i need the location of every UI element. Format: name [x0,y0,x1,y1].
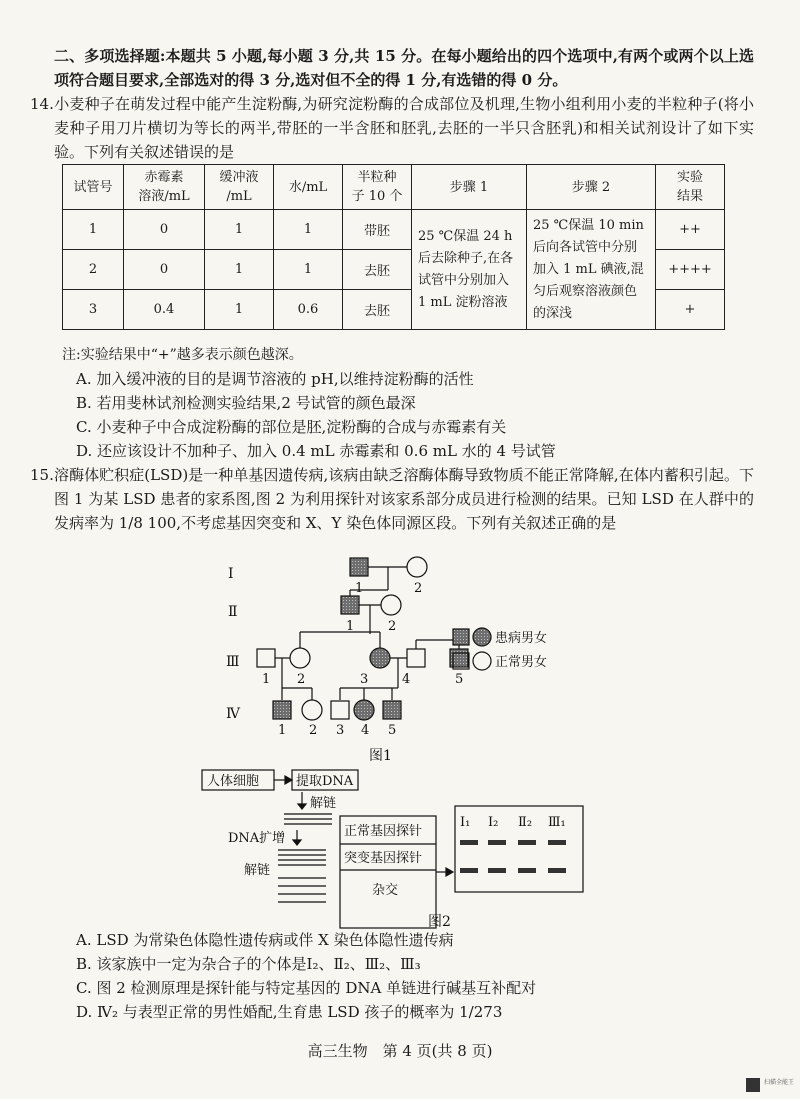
q14-option-c: C. 小麦种子中合成淀粉酶的部位是胚,淀粉酶的合成与赤霉素有关 [76,418,507,436]
cell-water: 0.6 [274,290,343,330]
svg-text:1: 1 [262,672,271,687]
q14-option-a: A. 加入缓冲液的目的是调节溶液的 pH,以维持淀粉酶的活性 [76,370,474,388]
probe-figure [192,768,592,930]
q15-option-b: B. 该家族中一定为杂合子的个体是Ⅰ₂、Ⅱ₂、Ⅲ₂、Ⅲ₃ [76,955,421,973]
question-15-stem [30,463,754,535]
cell-water: 1 [274,210,343,250]
label-extract: 提取DNA [296,774,354,789]
scanner-watermark: 扫描全能王 [764,1079,795,1086]
q14-option-d: D. 还应该设计不加种子、加入 0.4 mL 赤霉素和 0.6 mL 水的 4 号试管 [76,442,556,460]
header-result: 实验 结果 [656,165,725,210]
svg-text:1: 1 [346,619,355,634]
svg-text:5: 5 [388,723,397,738]
label-unwind-2: 解链 [244,863,271,878]
svg-text:3: 3 [360,672,369,687]
qr-code-icon [746,1078,760,1092]
individual-IV1 [273,701,291,719]
svg-text:2: 2 [297,672,306,687]
individual-IV2 [302,700,322,720]
cell-tube: 2 [63,250,124,290]
gen-label: Ⅲ [226,654,240,670]
header-step2: 步骤 2 [527,165,656,210]
label-hybrid: 杂交 [372,883,399,898]
q15-option-c: C. 图 2 检测原理是探针能与特定基因的 DNA 单链进行碱基互补配对 [76,979,537,997]
question-15-number: 15. [30,466,54,484]
header-buffer: 缓冲液 /mL [205,165,274,210]
svg-text:2: 2 [388,619,397,634]
gen-label: Ⅱ [228,604,238,620]
figure-2-caption: 图2 [428,914,451,930]
svg-text:4: 4 [402,672,411,687]
cell-tube: 3 [63,290,124,330]
page-footer: 高三生物 第 4 页(共 8 页) [307,1042,493,1060]
cell-seed: 去胚 [343,250,412,290]
lane-label: Ⅰ₁ [460,815,471,830]
label-cells: 人体细胞 [207,774,260,789]
cell-tube: 1 [63,210,124,250]
header-tube: 试管号 [63,165,124,210]
gen-label: Ⅰ [228,566,234,582]
cell-ga: 0 [124,250,205,290]
svg-text:1: 1 [278,723,287,738]
question-15-text: 溶酶体贮积症(LSD)是一种单基因遗传病,该病由缺乏溶酶体酶导致物质不能正常降解,在体内蓄积引起。下图 1 为某 LSD 患者的家系图,图 2 为利用探针对该家系部分成员进行检测的结果。已知 LSD 在人群中的发病率为 1/8 100,不考虑基因突变和 X、Y 染色体同源区段。下列有关叙述正确的是 [54,466,754,532]
cell-result: ++ [656,210,725,250]
individual-III2 [290,648,310,668]
table-row [63,210,725,250]
individual-I2 [407,557,427,577]
individual-IV5 [383,701,401,719]
cell-ga: 0 [124,210,205,250]
cell-buffer: 1 [205,290,274,330]
cell-step1: 25 ℃保温 24 h 后去除种子,在各试管中分别加入 1 mL 淀粉溶液 [412,210,527,330]
individual-IV3 [331,701,349,719]
cell-result: + [656,290,725,330]
lane-label: Ⅰ₂ [488,815,499,830]
table-header-row [63,165,725,210]
label-mutant-probe: 突变基因探针 [344,851,423,866]
cell-result: ++++ [656,250,725,290]
cell-buffer: 1 [205,250,274,290]
individual-II1 [341,596,359,614]
svg-text:3: 3 [336,723,345,738]
individual-IV4 [354,700,374,720]
label-normal-probe: 正常基因探针 [344,824,423,839]
individual-III4 [407,649,425,667]
svg-text:4: 4 [361,723,370,738]
header-step1: 步骤 1 [412,165,527,210]
header-water: 水/mL [274,165,343,210]
question-14-stem [30,92,754,164]
svg-text:5: 5 [455,672,464,687]
cell-step2: 25 ℃保温 10 min 后向各试管中分别加入 1 mL 碘液,混匀后观察溶液颜色的深浅 [527,210,656,330]
q15-option-d: D. Ⅳ₂ 与表型正常的男性婚配,生育患 LSD 孩子的概率为 1/273 [76,1003,503,1021]
individual-II2 [381,595,401,615]
svg-text:2: 2 [309,723,318,738]
question-14-number: 14. [30,95,54,113]
cell-buffer: 1 [205,210,274,250]
header-seed: 半粒种 子 10 个 [343,165,412,210]
section-header: 二、多项选择题:本题共 5 小题,每小题 3 分,共 15 分。在每小题给出的四个选项中,有两个或两个以上选项符合题目要求,全部选对的得 3 分,选对但不全的得 1 分,有选错的得 0 分。 [54,47,754,89]
experiment-table [62,164,725,330]
lane-label: Ⅲ₁ [548,815,566,830]
table-note: 注:实验结果中“+”越多表示颜色越深。 [62,347,303,363]
legend-normal: 正常男女 [495,655,548,670]
gen-label: Ⅳ [226,706,240,722]
question-14-text: 小麦种子在萌发过程中能产生淀粉酶,为研究淀粉酶的合成部位及机理,生物小组利用小麦的半粒种子(将小麦种子用刀片横切为等长的两半,带胚的一半含胚和胚乳,去胚的一半只含胚乳)和相关试剂设计了如下实验。下列有关叙述错误的是 [54,95,754,161]
label-unwind: 解链 [310,796,337,811]
q15-option-a: A. LSD 为常染色体隐性遗传病或伴 X 染色体隐性遗传病 [76,931,454,949]
legend-affected: 患病男女 [495,631,548,646]
cell-seed: 去胚 [343,290,412,330]
individual-III3 [370,648,390,668]
individual-I1 [350,558,368,576]
cell-ga: 0.4 [124,290,205,330]
svg-text:1: 1 [355,581,364,596]
q14-option-b: B. 若用斐林试剂检测实验结果,2 号试管的颜色最深 [76,394,416,412]
individual-III1 [257,649,275,667]
svg-text:2: 2 [414,581,423,596]
figure-1-caption: 图1 [369,748,392,764]
header-ga: 赤霉素 溶液/mL [124,165,205,210]
cell-seed: 带胚 [343,210,412,250]
pedigree-figure [220,552,548,764]
lane-label: Ⅱ₂ [518,815,533,830]
label-amplify: DNA扩增 [228,831,286,846]
hybrid-bands [460,840,566,873]
cell-water: 1 [274,250,343,290]
